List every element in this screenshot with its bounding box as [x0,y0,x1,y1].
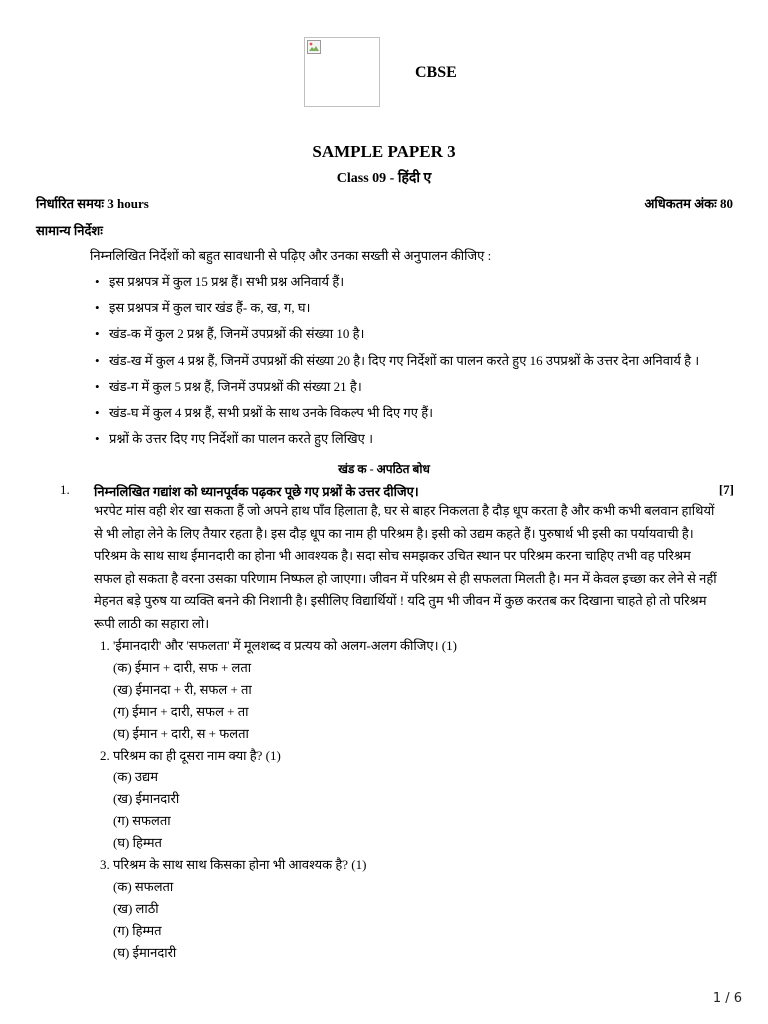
subquestion-3: 3. परिश्रम के साथ साथ किसका होना भी आवश्यक है? (1) [100,857,367,873]
broken-image-icon [307,40,321,54]
bullet-icon: • [95,431,100,447]
subquestion-list [100,635,457,964]
list-item [92,272,699,298]
instructions-list [92,272,699,455]
list-item [92,351,699,377]
option-kha: (ख) ईमानदा + री, सफल + ता [113,681,252,697]
bullet-icon: • [95,378,100,394]
option-kha: (ख) लाठी [113,900,159,916]
list-item-text: खंड-ग में कुल 5 प्रश्न हैं, जिनमें उपप्रश्नों की संख्या 21 है। [109,378,362,394]
passage-text: भरपेट मांस वही शेर खा सकता हैं जो अपने हाथ पाँव हिलाता है, घर से बाहर निकलता है दौड़ धूप करता है और कभी कभी बलवान हाथियों से भी लोहा लेने के लिए तैयार रहता है। इस दौड़ धूप का नाम ही परिश्रम है। इसी को उद्यम कहते हैं। पुरुषार्थ भी इसी का पर्यायवाची है। परिश्रम के साथ साथ ईमानदारी का होना भी आवश्यक है। सदा सोच समझकर उचित स्थान पर परिश्रम करना चाहिए तभी वह परिश्रम सफल हो सकता है वरना उसका परिणाम निष्फल हो जाएगा। जीवन में परिश्रम से ही सफलता मिलती है। मन में केवल इच्छा कर लेने से नहीं मेहनत बड़े पुरुष या व्यक्ति बनने की निशानी है। इसीलिए विद्यार्थियों ! यदि तुम भी जीवन में कुछ करतब कर दिखाना चाहते हो तो परिश्रम रूपी लाठी का सहारा लो। [94,503,717,631]
section-heading: खंड क - अपठित बोध [338,462,430,476]
list-item [92,298,699,324]
question-number: 1. [60,482,70,497]
option-ga: (ग) सफलता [113,813,171,829]
bullet-icon: • [95,300,100,316]
bullet-icon: • [95,404,100,420]
subquestion-1: 1. 'ईमानदारी' और 'सफलता' में मूलशब्द व प्रत्यय को अलग-अलग कीजिए। (1) [100,638,457,653]
subquestion-2: 2. परिश्रम का ही दूसरा नाम क्या है? (1) [100,747,281,763]
question-title: निम्नलिखित गद्यांश को ध्यानपूर्वक पढ़कर पूछे गए प्रश्नों के उत्तर दीजिए। [94,484,419,499]
option-ka: (क) सफलता [113,878,174,894]
option-kha: (ख) ईमानदारी [113,791,180,807]
list-item-text: खंड-घ में कुल 4 प्रश्न हैं, सभी प्रश्नों के साथ उनके विकल्प भी दिए गए हैं। [109,404,434,420]
instructions-intro: निम्नलिखित निर्देशों को बहुत सावधानी से पढ़िए और उनका सख्ती से अनुपालन कीजिए : [90,248,492,263]
option-gha: (घ) ईमानदारी [113,944,177,960]
list-item [92,377,699,403]
brand-name: CBSE [415,64,457,81]
max-marks: अधिकतम अंकः 80 [644,196,733,211]
list-item [92,429,699,455]
list-item-text: खंड-क में कुल 2 प्रश्न हैं, जिनमें उपप्रश्नों की संख्या 10 है। [109,326,365,342]
option-ga: (ग) हिम्मत [113,922,162,938]
option-gha: (घ) ईमान + दारी, स + फलता [113,725,249,741]
list-item [92,324,699,350]
option-ka: (क) उद्यम [113,769,158,785]
logo-image-placeholder [304,37,380,107]
option-ka: (क) ईमान + दारी, सफ + लता [113,659,252,675]
class-subtitle: Class 09 - हिंदी ए [336,171,432,186]
list-item-text: इस प्रश्नपत्र में कुल 15 प्रश्न हैं। सभी प्रश्न अनिवार्य हैं। [109,274,345,289]
instructions-heading: सामान्य निर्देशः [36,223,103,238]
bullet-icon: • [95,326,100,342]
paper-title: SAMPLE PAPER 3 [312,142,456,161]
bullet-icon: • [95,352,100,368]
list-item-text: खंड-ख में कुल 4 प्रश्न हैं, जिनमें उपप्रश्नों की संख्या 20 है। दिए गए निर्देशों का पालन करते हुए 16 उपप्रश्नों के उत्तर देना अनिवार्य है । [109,352,700,368]
time-allowed: निर्धारित समयः 3 hours [36,196,149,211]
option-gha: (घ) हिम्मत [113,835,162,851]
list-item [92,403,699,429]
page-indicator: 1 / 6 [712,991,742,1006]
bullet-icon: • [95,274,100,289]
list-item-text: प्रश्नों के उत्तर दिए गए निर्देशों का पालन करते हुए लिखिए । [109,431,374,447]
question-marks: [7] [718,482,734,497]
list-item-text: इस प्रश्नपत्र में कुल चार खंड हैं- क, ख, ग, घ। [109,300,311,316]
option-ga: (ग) ईमान + दारी, सफल + ता [113,703,249,719]
